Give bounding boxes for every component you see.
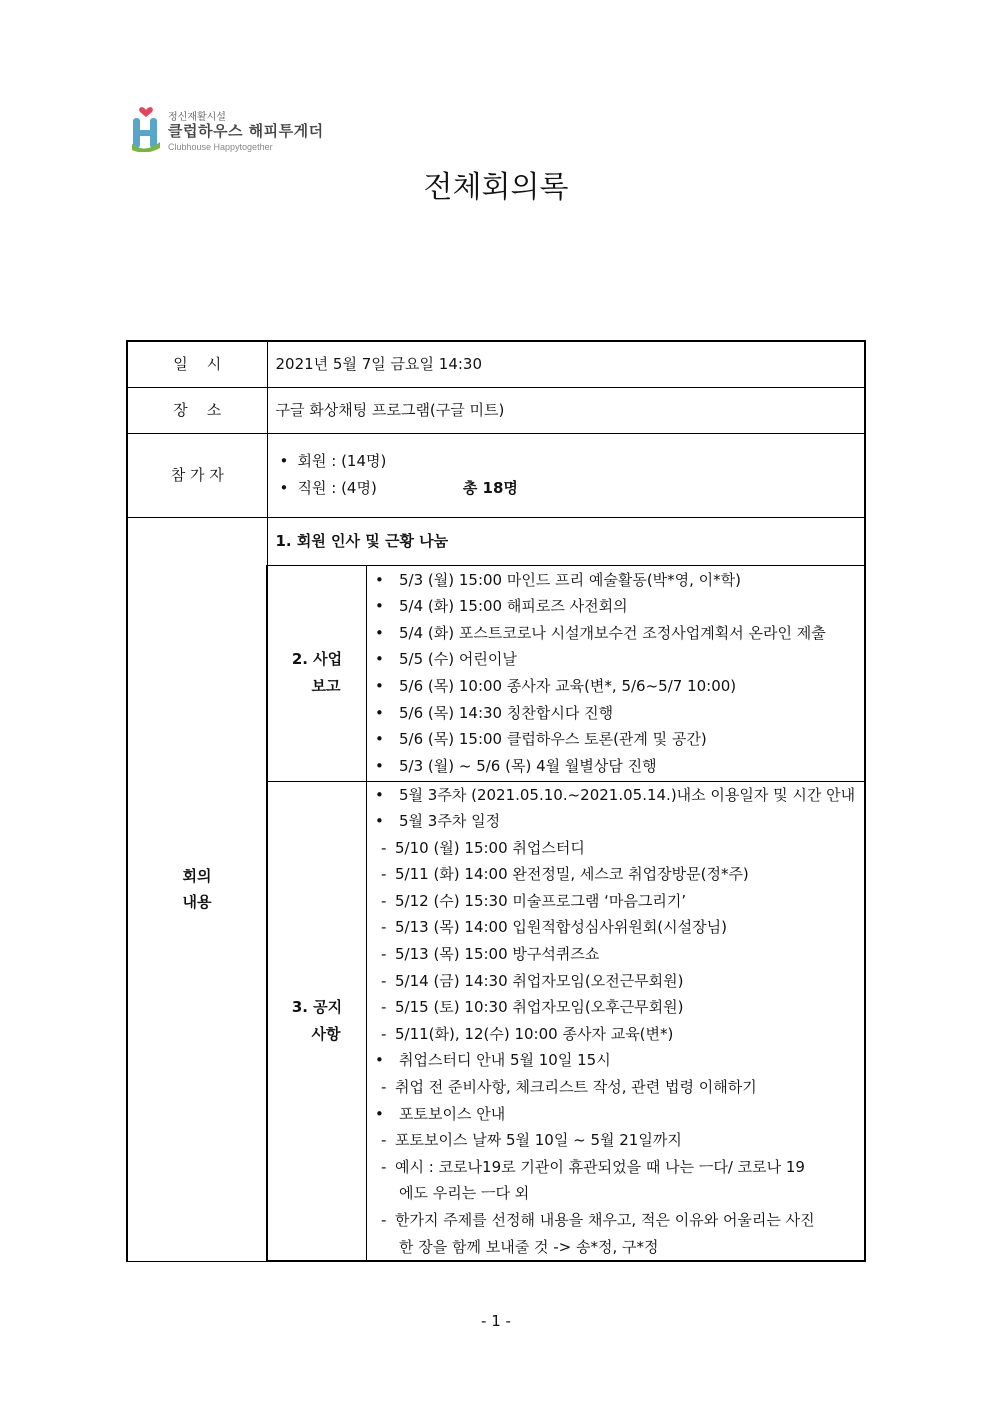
document-title: 전체회의록: [423, 170, 569, 205]
section3-items: [367, 781, 866, 1261]
section3-label: 3. 공지 사항: [267, 781, 367, 1261]
list-item: • 포토보이스 안내: [375, 1104, 506, 1123]
bullet-icon: •: [279, 452, 289, 471]
list-item: • 5월 3주차 일정: [375, 812, 501, 831]
list-item: • 5/3 (월) ~ 5/6 (목) 4월 월별상담 진행: [375, 756, 657, 775]
detail-item: - 한가지 주제를 선정해 내용을 채우고, 적은 이유와 어울리는 사진: [381, 1211, 815, 1229]
list-item: • 취업스터디 안내 5월 10일 15시: [375, 1051, 611, 1070]
attendees-label: 참 가 자: [127, 433, 267, 517]
logo: [130, 104, 330, 156]
list-item: • 5/6 (목) 15:00 클럽하우스 토론(관계 및 공간): [375, 730, 707, 749]
detail-item: - 예시 : 코로나19로 기관이 휴관되었을 때 나는 ㅡ다/ 코로나 19: [381, 1157, 805, 1176]
schedule-item: - 5/14 (금) 14:30 취업자모임(오전근무회원): [381, 971, 684, 990]
section1-row: [127, 517, 865, 565]
section2-label: 2. 사업 보고: [267, 565, 367, 781]
schedule-item: - 5/13 (목) 15:00 방구석퀴즈쇼: [381, 945, 600, 964]
list-item: • 5/6 (목) 14:30 칭찬합시다 진행: [375, 703, 614, 722]
place-row: [127, 387, 865, 433]
detail-item-continued: 한 장을 함께 보내줄 것 -> 송*정, 구*정: [399, 1237, 659, 1256]
list-item: • 5/6 (목) 10:00 종사자 교육(변*, 5/6~5/7 10:00): [375, 677, 737, 695]
list-item: • 5/5 (수) 어린이날: [375, 650, 517, 669]
attendee-members: • 회원 : (14명): [268, 448, 865, 475]
schedule-item: - 5/11 (화) 14:00 완전정밀, 세스코 취업장방문(정*주): [381, 865, 749, 884]
schedule-item: - 5/12 (수) 15:30 미술프로그램 ‘마음그리기’: [381, 891, 687, 910]
minutes-table: [126, 340, 866, 1262]
page-number: - 1 -: [481, 1312, 511, 1330]
attendees-cell: [267, 433, 865, 517]
schedule-item: - 5/15 (토) 10:30 취업자모임(오후근무회원): [381, 998, 684, 1017]
attendees-row: [127, 433, 865, 517]
logo-english-name: Clubhouse Happytogether: [168, 142, 273, 152]
attendee-staff: • 직원 : (4명) 총 18명: [268, 475, 865, 502]
list-item: • 5/4 (화) 15:00 해피로즈 사전회의: [375, 597, 628, 616]
section2-items: [367, 565, 866, 781]
schedule-item: - 5/13 (목) 14:00 입원적합성심사위원회(시설장님): [381, 918, 727, 937]
list-item: • 5/4 (화) 포스트코로나 시설개보수건 조정사업계획서 온라인 제출: [375, 623, 826, 642]
section1-title: 1. 회원 인사 및 근황 나눔: [267, 517, 865, 565]
schedule-item: - 5/10 (월) 15:00 취업스터디: [381, 838, 585, 857]
place-label: 장 소: [127, 387, 267, 433]
logo-subtitle: 정신재활시설: [168, 112, 226, 123]
date-label: 일 시: [127, 341, 267, 387]
logo-mark-icon: [130, 104, 162, 152]
date-row: [127, 341, 865, 387]
detail-item-continued: 에도 우리는 ㅡ다 외: [399, 1184, 530, 1203]
detail-item: - 취업 전 준비사항, 체크리스트 작성, 관련 법령 이해하기: [381, 1078, 757, 1097]
list-item: • 5/3 (월) 15:00 마인드 프리 예술활동(박*영, 이*학): [375, 570, 742, 589]
attendee-total: 총 18명: [462, 479, 518, 497]
list-item: • 5월 3주차 (2021.05.10.~2021.05.14.)내소 이용일자 및 시간 안내: [375, 785, 856, 804]
schedule-item: - 5/11(화), 12(수) 10:00 종사자 교육(변*): [381, 1024, 674, 1043]
place-value: 구글 화상채팅 프로그램(구글 미트): [267, 387, 865, 433]
bullet-icon: •: [279, 479, 289, 497]
date-value: 2021년 5월 7일 금요일 14:30: [267, 341, 865, 387]
detail-item: - 포토보이스 날짜 5월 10일 ~ 5월 21일까지: [381, 1131, 682, 1150]
content-label: 회의 내용: [127, 517, 267, 1261]
logo-name: 클럽하우스 해피투게더: [168, 122, 324, 140]
